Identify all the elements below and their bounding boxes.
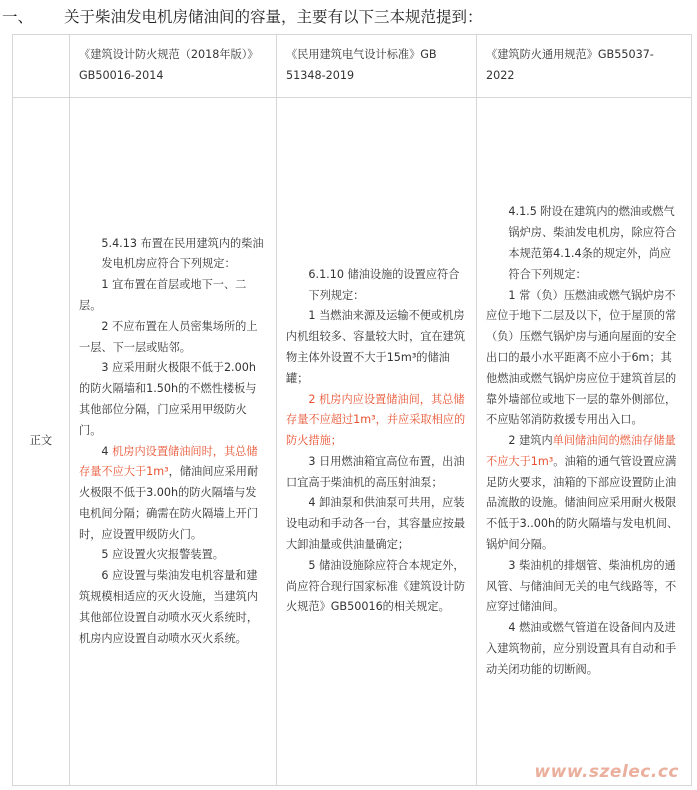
- header-cell-gb51348: 《民用建筑电气设计标准》GB 51348-2019: [277, 35, 477, 98]
- clause-text: 4.1.5 附设在建筑内的燃油或燃气锅炉房、柴油发电机房，除应符合本规范第4.1.4条的规定外，尚应符合下列规定：: [508, 205, 677, 281]
- header-cell-gb50016: 《建筑设计防火规范（2018年版）》GB50016-2014: [70, 35, 277, 98]
- section-number: 一、: [2, 8, 34, 26]
- clause-paragraph: [486, 618, 682, 680]
- clause-paragraph: [286, 452, 467, 494]
- watermark: www.szelec.cc: [534, 762, 679, 782]
- highlighted-clause-text: 2: [308, 392, 320, 406]
- row-label: 正文: [13, 98, 70, 786]
- clause-text: 4 燃油或燃气管道在设备间内及进入建筑物前，应分别设置具有自动和手动关闭功能的切断阀。: [486, 621, 677, 676]
- regulation-comparison-table: [12, 34, 692, 786]
- body-cell-gb55037: [477, 98, 692, 786]
- clause-text: 1 宜布置在首层或地下一、二层。: [79, 278, 247, 312]
- clause-text: 2 建筑内: [508, 434, 553, 448]
- clause-paragraph: [486, 431, 682, 556]
- clause-paragraph: [286, 493, 467, 555]
- clause-text: 5 储油设施除应符合本规定外，尚应符合现行国家标准《建筑设计防火规范》GB50016的相关规定。: [286, 558, 466, 614]
- clause-paragraph: [79, 358, 267, 441]
- clause-text: 3 日用燃油箱宜高位布置，出油口宜高于柴油机的高压射油泵；: [286, 454, 465, 489]
- clause-paragraph: [79, 545, 267, 566]
- clause-paragraph: [286, 265, 467, 307]
- clause-paragraph: [79, 317, 267, 359]
- clause-paragraph: [79, 275, 267, 317]
- table-header-row: [13, 35, 692, 98]
- clause-text: 4 卸油泵和供油泵可共用，应装设电动和手动各一台，其容量应按最大卸油量或供油量确定；: [286, 496, 466, 552]
- clause-paragraph: [79, 566, 267, 649]
- clause-text: 2 不应布置在人员密集场所的上一层、下一层或贴邻。: [79, 319, 258, 354]
- highlighted-clause-text: 机房内设置储油间时，其总储存量不应大于1m³: [79, 444, 258, 479]
- clause-paragraph: [286, 556, 467, 618]
- header-cell-empty: [13, 35, 70, 98]
- clause-text: 6 应设置与柴油发电机容量和建筑规模相适应的灭火设施，当建筑内其他部位设置自动喷水灭火系统时，机房内应设置自动喷水灭火系统。: [79, 569, 259, 645]
- body-cell-gb50016: [70, 98, 277, 786]
- clause-text: 3 柴油机的排烟管、柴油机房的通风管、与储油间无关的电气线路等，不应穿过储油间。: [486, 558, 677, 614]
- header-cell-gb55037: 《建筑防火通用规范》GB55037-2022: [477, 35, 692, 98]
- clause-text: ，储油间应采用耐火极限不低于3.00h的防火隔墙与发电机间分隔；确需在防火隔墙上开门时，应设置甲级防火门。: [79, 465, 259, 541]
- highlighted-clause-text: 机房内应设置储油间，其总储存量不应超过1m³，并应采取相应的防火措施；: [286, 392, 466, 448]
- clause-paragraph: [286, 306, 467, 389]
- clause-paragraph: [486, 202, 682, 285]
- clause-text: 5.4.13 布置在民用建筑内的柴油发电机房应符合下列规定：: [101, 236, 264, 271]
- clause-paragraph: [79, 234, 267, 276]
- clause-paragraph: [79, 442, 267, 546]
- clause-text: 5 应设置火灾报警装置。: [101, 548, 224, 562]
- clause-paragraph: [486, 556, 682, 618]
- highlighted-clause-text: 单间储油间的燃油存储量不应大于1m³: [486, 434, 676, 468]
- table-body-row: [13, 98, 692, 786]
- clause-paragraph: [286, 390, 467, 452]
- clause-text: 。油箱的通气管设置应满足防火要求，油箱的下部应设置防止油品流散的设施。储油间应采用耐火极限不低于3..00h的防火隔墙与发电机间、锅炉间分隔。: [486, 454, 679, 552]
- body-cell-gb51348: [277, 98, 477, 786]
- clause-text: 6.1.10 储油设施的设置应符合下列规定：: [308, 267, 460, 302]
- section-title: 关于柴油发电机房储油间的容量，主要有以下三本规范提到：: [64, 8, 483, 26]
- clause-text: 3 应采用耐火极限不低于2.00h的防火隔墙和1.50h的不燃性楼板与其他部位分隔，门应采用甲级防火门。: [79, 361, 257, 437]
- clause-paragraph: [486, 286, 682, 432]
- clause-text: 1 常（负）压燃油或燃气锅炉房不应位于地下二层及以下，位于屋顶的常（负）压燃气锅炉房与通向屋面的安全出口的最小水平距离不应小于6m；其他燃油或燃气锅炉房应位于建筑首层的靠外墙部位或地下一层的靠外侧部位，不应贴邻消防救援专用出入口。: [486, 288, 677, 427]
- section-heading: [0, 4, 697, 30]
- clause-text: 1 当燃油来源及运输不便或机房内机组较多、容量较大时，宜在建筑物主体外设置不大于15m³的储油罐；: [286, 309, 466, 385]
- clause-text: 4: [101, 444, 113, 458]
